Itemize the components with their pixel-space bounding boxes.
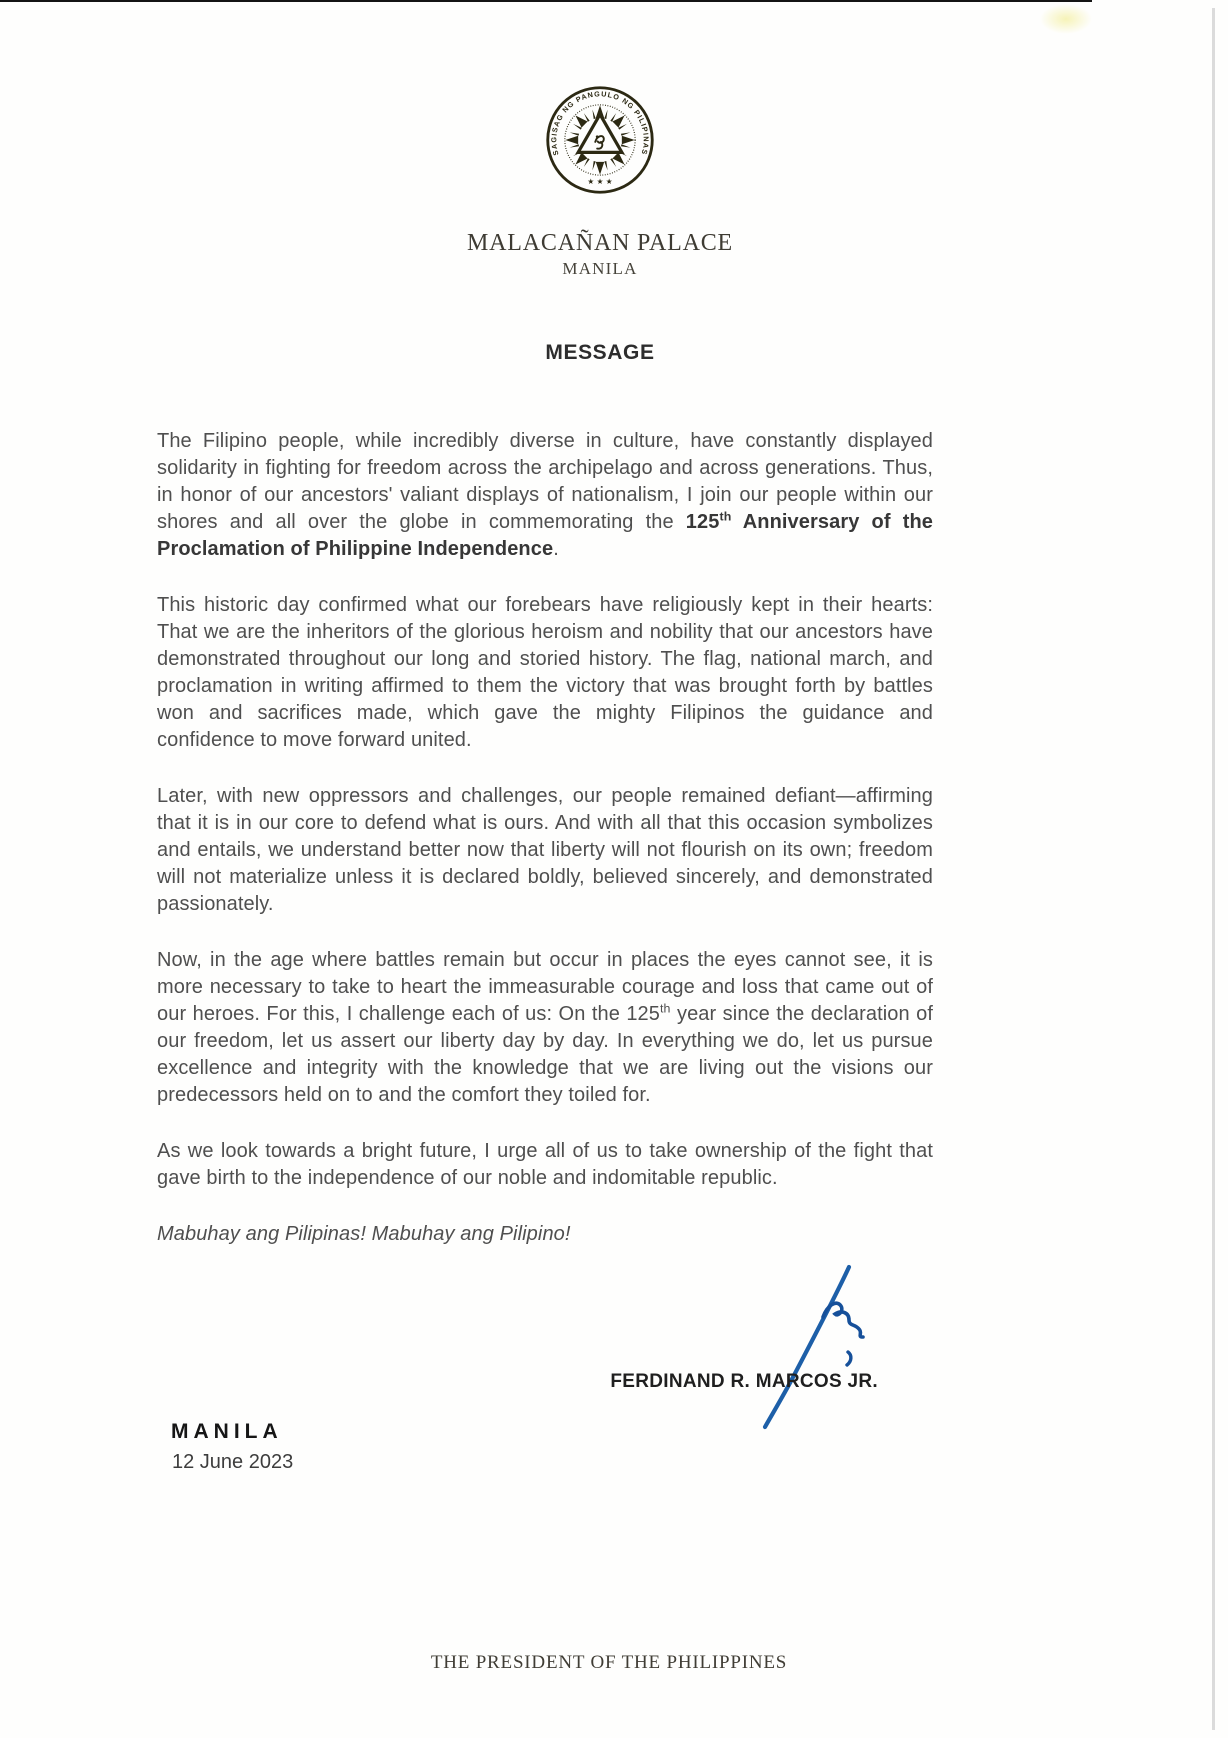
dateline-place: MANILA: [171, 1420, 283, 1443]
scan-artifact-smudge: [1040, 4, 1092, 34]
letterhead-city: MANILA: [562, 259, 638, 278]
paragraph: Now, in the age where battles remain but occur in places the eyes cannot see, it is more necessary to take to heart the immeasurable courage and loss that came out of our heroes. For this, I challenge each of us: On the 125th year since the declaration of our freedom, let us assert our liberty day by day. In everything we do, let us pursue excellence and integrity with the knowledge that we are living out the visions our predecessors held on to and the comfort they toiled for.: [157, 949, 934, 1106]
paragraph: The Filipino people, while incredibly diverse in culture, have constantly displayed solidarity in fighting for freedom across the archipelago and across generations. Thus, in honor of our ancestors' valiant displays of nationalism, I join our people within our shores and all over the globe in commemorating the 125th Anniversary of the Proclamation of Philippine Independence.: [157, 430, 933, 560]
seal-triangle: [578, 114, 622, 152]
seal-stars: ★ ★ ★: [587, 177, 613, 187]
paragraph: Later, with new oppressors and challenges, our people remained defiant—affirming that it is in our core to defend what is ours. And with all that this occasion symbolizes and entails, we understand better now that liberty will not flourish on its own; freedom will not materialize unless it is declared boldly, believed sincerely, and demonstrated passionately.: [157, 785, 933, 915]
paragraph: As we look towards a bright future, I urge all of us to take ownership of the fight that gave birth to the independence of our noble and indomitable republic.: [157, 1140, 933, 1189]
signature-squiggle: [823, 1303, 863, 1337]
signature-main-stroke: [765, 1267, 849, 1427]
presidential-seal-icon: [543, 83, 657, 197]
scan-artifact-top-edge: [0, 0, 1092, 2]
signer-name: FERDINAND R. MARCOS JR.: [610, 1371, 878, 1392]
signature-tick: [847, 1352, 851, 1365]
dateline-date: 12 June 2023: [172, 1451, 294, 1473]
letter-body: [157, 428, 933, 1277]
paragraph: Mabuhay ang Pilipinas! Mabuhay ang Pilipino!: [157, 1223, 571, 1245]
paragraph: This historic day confirmed what our forebears have religiously kept in their hearts: That we are the inheritors of the glorious heroism and nobility that our ancestors have demonstrated throughout our long and storied history. The flag, national march, and proclamation in writing affirmed to them the victory that was brought forth by battles won and sacrifices made, which gave the mighty Filipinos the guidance and confidence to move forward united.: [157, 594, 933, 751]
letterhead-palace: MALACAÑAN PALACE: [467, 230, 733, 256]
footer-title: THE PRESIDENT OF THE PHILIPPINES: [430, 1652, 788, 1673]
scan-artifact-right-line: [1212, 8, 1215, 1730]
seal-ring-text: SAGISAG NG PANGULO NG PILIPINAS: [549, 89, 651, 157]
message-title: MESSAGE: [545, 341, 655, 364]
